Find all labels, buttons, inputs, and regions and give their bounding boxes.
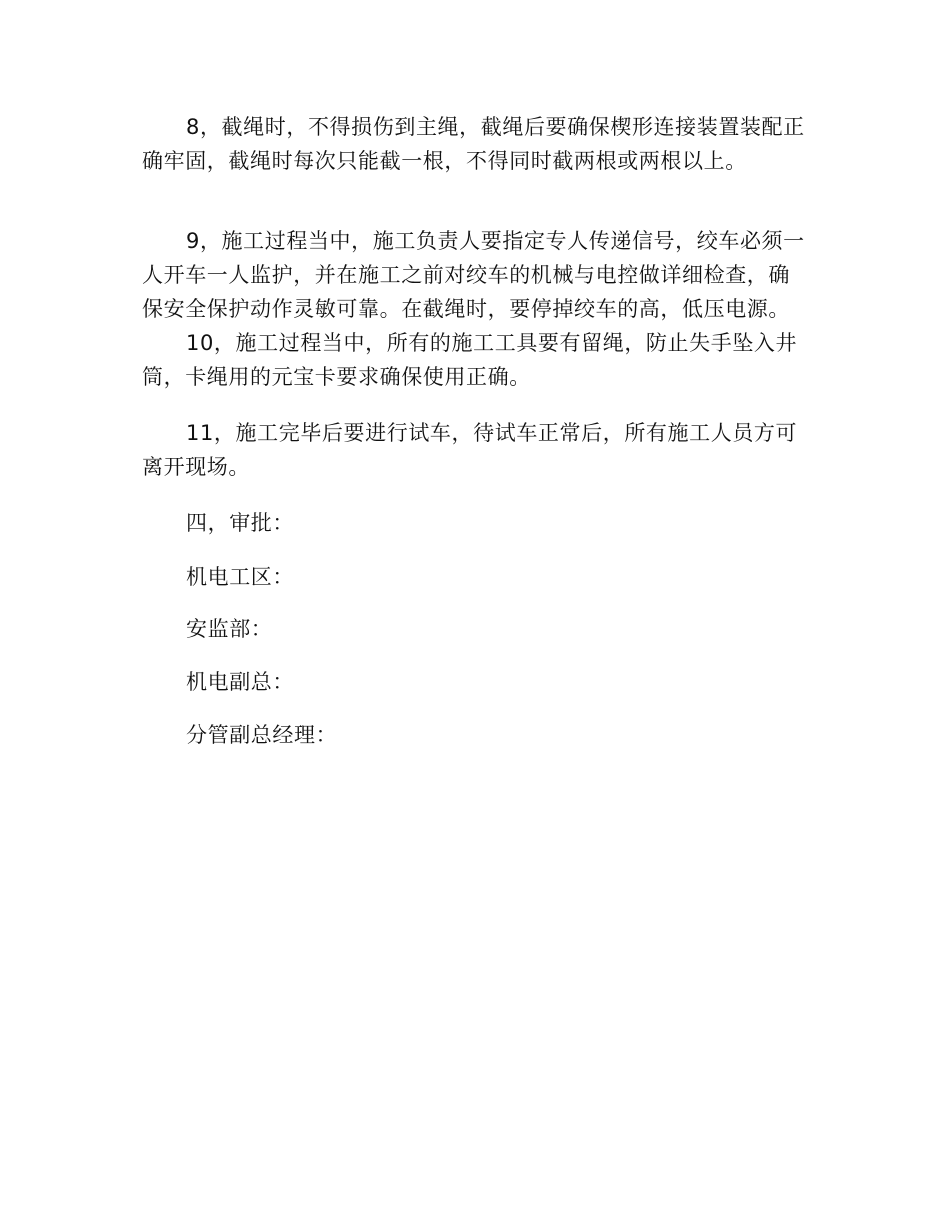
paragraph-line: 11，施工完毕后要进行试车，待试车正常后，所有施工人员方可 — [186, 421, 798, 445]
paragraph-line: 筒，卡绳用的元宝卡要求确保使用正确。 — [142, 365, 531, 389]
paragraph-item-9 — [142, 224, 805, 326]
paragraph-line: 9，施工过程当中，施工负责人要指定专人传递信号，绞车必须一 — [186, 229, 805, 253]
paragraph-line: 人开车一人监护，并在施工之前对绞车的机械与电控做详细检查，确 — [142, 263, 790, 287]
approval-item-deputy-chief-engineer: 机电副总： — [186, 670, 294, 694]
approval-item-deputy-general-manager: 分管副总经理： — [186, 723, 338, 747]
approval-heading: 四，审批： — [186, 511, 294, 535]
paragraph-line: 8，截绳时，不得损伤到主绳，截绳后要确保楔形连接装置装配正 — [186, 115, 805, 139]
paragraph-line: 10，施工过程当中，所有的施工工具要有留绳，防止失手坠入井 — [186, 331, 798, 355]
paragraph-line: 确牢固，截绳时每次只能截一根，不得同时截两根或两根以上。 — [142, 149, 747, 173]
paragraph-line: 离开现场。 — [142, 455, 250, 479]
paragraph-item-8 — [142, 110, 805, 178]
approval-item-electromechanical-area: 机电工区： — [186, 565, 294, 589]
paragraph-item-11 — [142, 416, 802, 484]
paragraph-item-10 — [142, 326, 802, 394]
paragraph-line: 保安全保护动作灵敏可靠。在截绳时，要停掉绞车的高，低压电源。 — [142, 297, 790, 321]
approval-item-safety-department: 安监部： — [186, 617, 273, 641]
